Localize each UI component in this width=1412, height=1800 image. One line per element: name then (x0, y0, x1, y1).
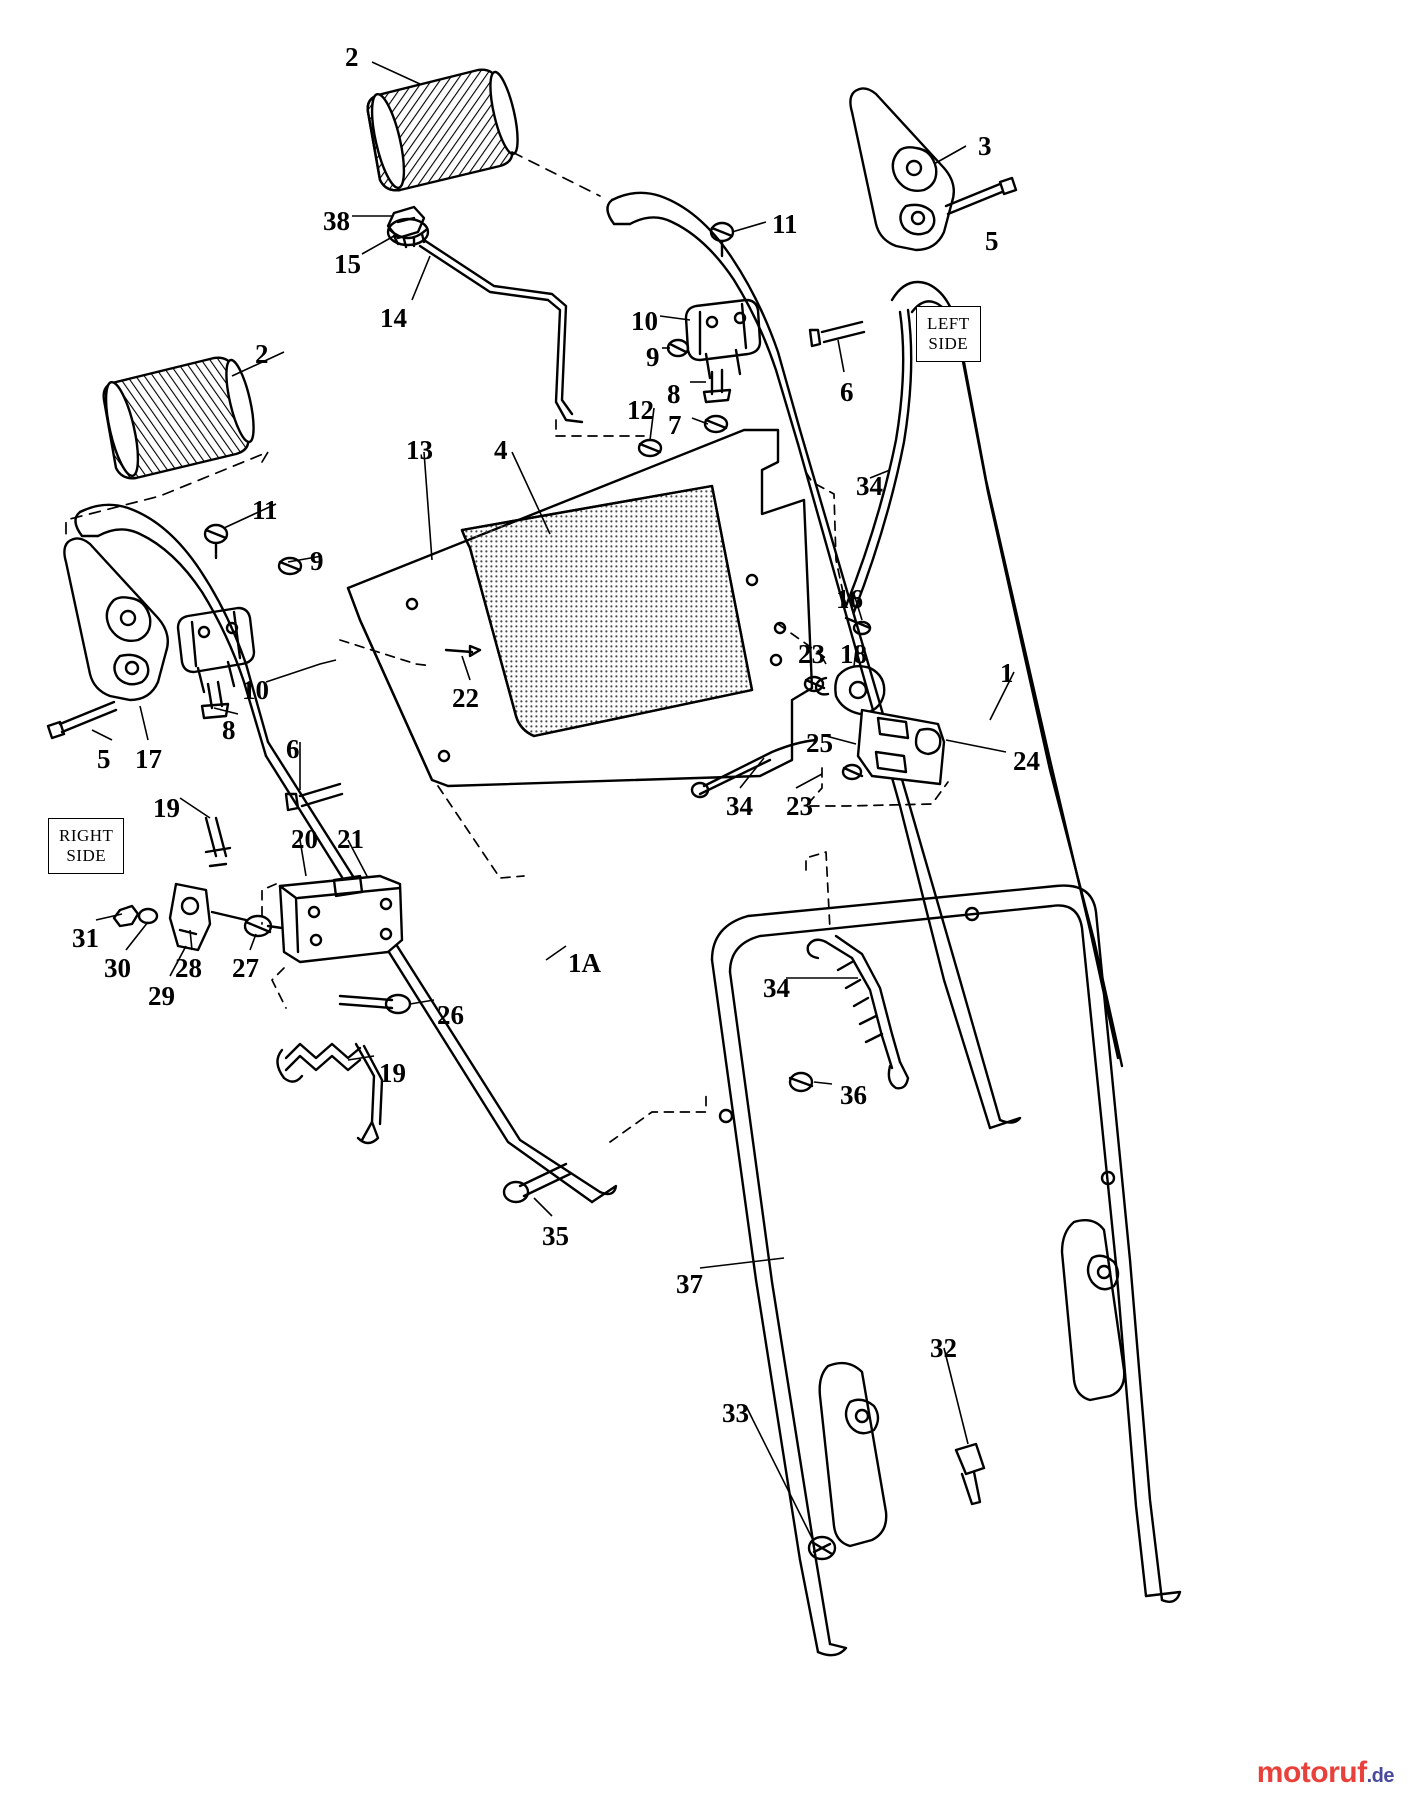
part-5-bolt-left (48, 702, 116, 738)
right-side-note-line1: RIGHT (59, 826, 114, 845)
part-23-screw-lower (843, 765, 862, 779)
callout-16: 16 (836, 584, 863, 614)
callout-13: 13 (406, 435, 433, 465)
part-11-nut-upper (711, 223, 733, 256)
part-5-bolt-right (946, 178, 1016, 214)
callout-33: 33 (722, 1398, 749, 1428)
left-side-note-line2: SIDE (928, 333, 969, 353)
callout-27: 27 (232, 953, 259, 983)
callout-5: 5 (97, 744, 111, 774)
callout-18: 18 (840, 639, 867, 669)
callout-15: 15 (334, 249, 361, 279)
callout-35: 35 (542, 1221, 569, 1251)
part-8-bolt-upper (704, 370, 730, 402)
part-7-washer (705, 416, 727, 432)
callout-31: 31 (72, 923, 99, 953)
part-25-control-lever (858, 710, 944, 784)
callout-24: 24 (1013, 746, 1040, 776)
callout-22: 22 (452, 683, 479, 713)
part-31-nut (114, 906, 138, 926)
part-8-bolt-left (202, 682, 228, 718)
callout-29: 29 (148, 981, 175, 1011)
callout-17: 17 (135, 744, 162, 774)
callout-19: 19 (379, 1058, 406, 1088)
callout-23: 23 (798, 639, 825, 669)
part-15-knob (388, 219, 428, 247)
motoruf-watermark (1257, 1756, 1394, 1790)
left-side-note (916, 306, 981, 362)
callout-11: 11 (252, 495, 278, 525)
callout-2: 2 (345, 42, 359, 72)
part-30-washer (139, 909, 157, 923)
right-side-note (48, 818, 124, 874)
callout-19: 19 (153, 793, 180, 823)
part-12-washer (639, 440, 661, 456)
watermark-main: motoruf (1256, 1756, 1367, 1789)
callout-1: 1 (1000, 658, 1014, 688)
part-18-lever-pivot (816, 666, 884, 714)
callout-8: 8 (222, 715, 236, 745)
callout-20: 20 (291, 824, 318, 854)
callout-9: 9 (310, 546, 324, 576)
callout-9: 9 (646, 342, 660, 372)
callout-37: 37 (676, 1269, 703, 1299)
part-connector-rod-27 (212, 912, 282, 928)
part-10-clamp-upper (686, 300, 760, 378)
part-34-cable-lower (808, 936, 908, 1088)
left-side-note-line1: LEFT (927, 314, 970, 333)
callout-36: 36 (840, 1080, 867, 1110)
callout-25: 25 (806, 728, 833, 758)
part-17-bracket-right-side (64, 538, 167, 700)
part-26-bolt (340, 995, 410, 1013)
part-19-spring-lower (277, 1044, 382, 1143)
part-6-bolt-upper (810, 322, 864, 346)
callout-10: 10 (631, 306, 658, 336)
callout-14: 14 (380, 303, 407, 333)
callout-34: 34 (763, 973, 790, 1003)
part-36-washer (790, 1073, 812, 1091)
callout-21: 21 (337, 824, 364, 854)
callout-12: 12 (627, 395, 654, 425)
part-9-washer-upper (668, 340, 688, 356)
part-3-bracket-left-side (850, 88, 953, 250)
part-19-spring-upper (206, 818, 230, 866)
callout-10: 10 (242, 675, 269, 705)
part-2-grip-upper (366, 70, 524, 191)
callout-11: 11 (772, 209, 798, 239)
callout-1A: 1A (568, 948, 601, 978)
callout-8: 8 (667, 379, 681, 409)
part-11-nut-left (205, 525, 227, 558)
callout-23: 23 (786, 791, 813, 821)
callout-28: 28 (175, 953, 202, 983)
callout-6: 6 (840, 377, 854, 407)
watermark-suffix: .de (1366, 1765, 1394, 1787)
callout-26: 26 (437, 1000, 464, 1030)
part-28-29-lever (170, 884, 210, 950)
callout-34: 34 (856, 471, 883, 501)
right-side-note-line2: SIDE (66, 845, 107, 865)
callout-7: 7 (668, 410, 682, 440)
callout-4: 4 (494, 435, 508, 465)
part-20-21-bracket (280, 876, 402, 962)
part-6-bolt-lower (286, 784, 342, 810)
part-2-grip-lower (100, 358, 260, 479)
callout-34: 34 (726, 791, 753, 821)
callout-30: 30 (104, 953, 131, 983)
part-34-cable-upper (846, 310, 911, 612)
callout-32: 32 (930, 1333, 957, 1363)
part-32-bolt (956, 1444, 984, 1504)
part-14-rod (420, 240, 582, 422)
callout-2: 2 (255, 339, 269, 369)
part-35-bolt (504, 1164, 570, 1202)
callout-38: 38 (323, 206, 350, 236)
callout-6: 6 (286, 734, 300, 764)
callout-5: 5 (985, 226, 999, 256)
callout-3: 3 (978, 131, 992, 161)
